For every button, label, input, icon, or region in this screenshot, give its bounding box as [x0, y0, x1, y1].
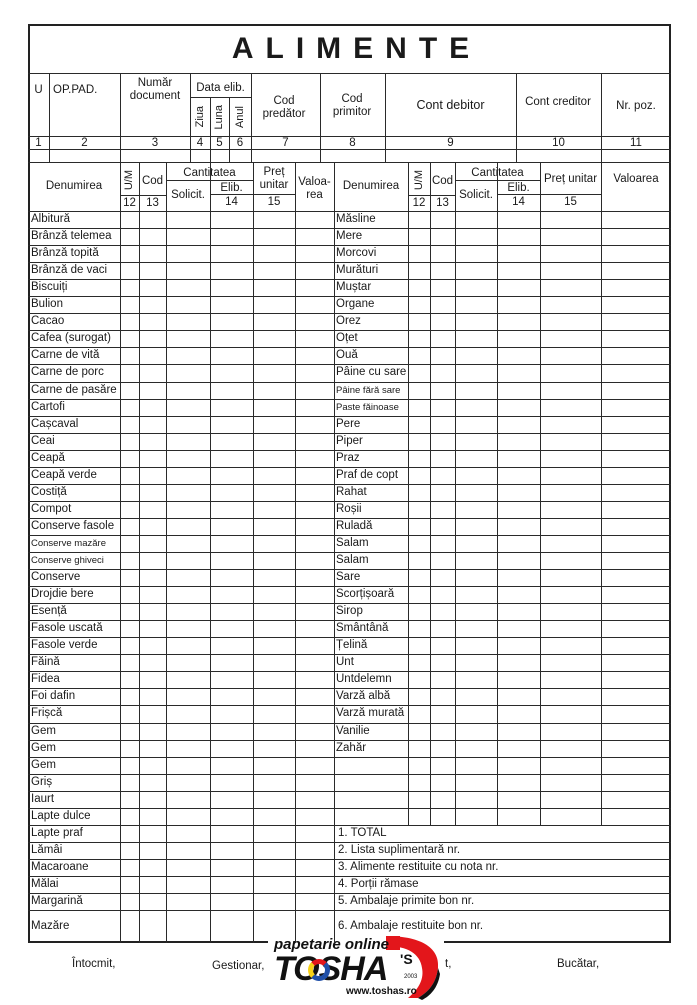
- list-item-left: Gem: [31, 725, 56, 737]
- divider: [601, 73, 602, 162]
- header-nr-poz: Nr. poz.: [616, 99, 656, 112]
- list-item-right: Țelină: [336, 639, 368, 651]
- header-um-left: [120, 164, 139, 196]
- col-number: 9: [447, 137, 454, 149]
- list-item-right: Smântână: [336, 622, 389, 634]
- list-item-right: Oțet: [336, 332, 358, 344]
- divider: [28, 162, 671, 163]
- list-item-right: Scorțișoară: [336, 588, 395, 600]
- list-item-right: Roșii: [336, 503, 362, 515]
- list-item-left: Lapte praf: [31, 827, 83, 839]
- list-item-left: Foi dafin: [31, 690, 76, 702]
- signature-intocmit: Întocmit,: [72, 958, 116, 970]
- col-number: 6: [236, 137, 244, 149]
- list-item-left: Conserve: [31, 571, 81, 583]
- col-number: 2: [81, 137, 88, 149]
- header-data-elib: Data elib.: [196, 81, 245, 94]
- summary-line: 1. TOTAL: [338, 827, 387, 839]
- list-item-left: Gem: [31, 742, 56, 754]
- list-item-left: Iaurt: [31, 793, 55, 805]
- summary-line: 5. Ambalaje primite bon nr.: [338, 895, 475, 907]
- list-item-left: Carne de vită: [31, 349, 100, 361]
- divider: [320, 73, 321, 162]
- col-number: 12: [123, 197, 136, 209]
- header-ziua-text: Ziua: [193, 106, 206, 128]
- col-number: 8: [349, 137, 356, 149]
- list-item-left: Margarină: [31, 895, 83, 907]
- list-item-right: Salam: [336, 554, 369, 566]
- watermark-ring-icon: [308, 959, 330, 981]
- header-um-left-text: U/M: [123, 169, 135, 191]
- col-number: 15: [267, 196, 281, 208]
- col-number: 5: [216, 137, 223, 149]
- header-ziua: [190, 99, 210, 135]
- header-um-right: [408, 164, 430, 196]
- list-item-left: Lămâi: [31, 844, 63, 856]
- list-item-left: Brânză de vaci: [31, 264, 108, 276]
- list-item-right: Ruladă: [336, 520, 373, 532]
- divider: [229, 97, 230, 162]
- col-number: 14: [225, 196, 238, 208]
- header-cantitatea-left: Cantitatea: [183, 166, 236, 179]
- watermark-brand-suffix: 'S: [400, 951, 413, 967]
- list-item-left: Lapte dulce: [31, 810, 91, 822]
- divider: [28, 808, 671, 809]
- toshas-watermark-logo: [268, 934, 444, 1000]
- list-item-left: Fidea: [31, 673, 60, 685]
- list-item-left: Biscuiți: [31, 281, 68, 293]
- header-um-right-text: U/M: [412, 169, 425, 191]
- header-elib-right: Elib.: [507, 181, 530, 194]
- list-item-left: Cașcaval: [31, 418, 79, 430]
- list-item-left: Brânză topită: [31, 247, 99, 259]
- header-solicit-left: Solicit.: [171, 188, 205, 201]
- watermark-url: www.toshas.ro: [346, 986, 417, 997]
- signature-partial: t,: [445, 958, 452, 970]
- list-item-right: Rahat: [336, 486, 367, 498]
- summary-line: 6. Ambalaje restituite bon nr.: [338, 920, 484, 932]
- watermark-tagline: papetarie online: [274, 936, 390, 953]
- list-item-right: Pâine cu sare: [336, 366, 407, 378]
- list-item-left: Bulion: [31, 298, 63, 310]
- signature-bucatar: Bucătar,: [557, 958, 600, 970]
- divider: [455, 180, 540, 181]
- divider: [385, 73, 386, 162]
- col-number: 1: [35, 137, 42, 149]
- col-number: 10: [552, 137, 565, 149]
- header-valoarea-left: Valoa-rea: [298, 176, 331, 201]
- header-cont-creditor: Cont creditor: [525, 95, 591, 108]
- header-cod-left: Cod: [141, 174, 164, 187]
- list-item-right: Organe: [336, 298, 375, 310]
- header-luna: [210, 99, 229, 135]
- list-item-left: Mazăre: [31, 920, 70, 932]
- divider: [190, 97, 251, 98]
- header-denumirea-right: Denumirea: [342, 179, 400, 192]
- list-item-left: Fasole uscată: [31, 622, 103, 634]
- list-item-right: Orez: [336, 315, 361, 327]
- list-item-right: Morcovi: [336, 247, 377, 259]
- header-solicit-right: Solicit.: [459, 188, 493, 201]
- header-luna-text: Luna: [213, 104, 225, 130]
- list-item-left: Costiță: [31, 486, 67, 498]
- header-elib-left: Elib.: [220, 181, 243, 194]
- summary-line: 2. Lista suplimentară nr.: [338, 844, 461, 856]
- watermark-brand: TOSHA: [274, 950, 388, 988]
- list-item-right: Piper: [336, 435, 363, 447]
- list-item-right: Zahăr: [336, 742, 367, 754]
- col-number: 12: [412, 197, 426, 209]
- header-numar-document: Număr document: [129, 77, 181, 102]
- divider: [166, 180, 253, 181]
- col-number: 13: [146, 197, 159, 209]
- form-title: ALIMENTE: [231, 31, 482, 65]
- list-item-left: Albitură: [31, 213, 70, 225]
- col-number: 4: [196, 137, 204, 149]
- divider: [28, 757, 671, 758]
- header-op-pad: OP.PAD.: [53, 83, 98, 96]
- header-u: U: [34, 83, 43, 96]
- list-item-right: Sirop: [336, 605, 363, 617]
- divider: [497, 194, 601, 195]
- divider: [28, 73, 671, 74]
- divider: [49, 73, 50, 162]
- list-item-right: Pâine fără sare: [336, 385, 401, 396]
- header-cont-debitor: Cont debitor: [416, 97, 485, 112]
- watermark-year: 2003: [404, 974, 418, 980]
- list-item-right: Sare: [336, 571, 361, 583]
- list-item-left: Drojdie bere: [31, 588, 94, 600]
- list-item-left: Făină: [31, 656, 60, 668]
- list-item-left: Compot: [31, 503, 72, 515]
- list-item-left: Gem: [31, 759, 56, 771]
- divider: [210, 97, 211, 162]
- list-item-right: Untdelemn: [336, 673, 392, 685]
- list-item-right: Muștar: [336, 281, 372, 293]
- list-item-right: Varză murată: [336, 707, 405, 719]
- list-item-left: Brânză telemea: [31, 230, 112, 242]
- header-cod-predator: Cod predător: [262, 95, 306, 120]
- col-number: 3: [151, 137, 159, 149]
- list-item-left: Cafea (surogat): [31, 332, 111, 344]
- divider: [120, 195, 166, 196]
- list-item-left: Ceapă: [31, 452, 65, 464]
- list-item-right: Ouă: [336, 349, 358, 361]
- header-denumirea-left: Denumirea: [45, 179, 103, 192]
- header-valoarea-right: Valoarea: [613, 172, 659, 185]
- list-item-left: Frișcă: [31, 707, 63, 719]
- list-item-right: Salam: [336, 537, 369, 549]
- header-pret-left: Preț unitar: [259, 166, 289, 191]
- list-item-left: Carne de pasăre: [31, 384, 117, 396]
- list-item-right: Murături: [336, 264, 379, 276]
- header-anul: [229, 99, 251, 135]
- signature-gestionar: Gestionar,: [212, 960, 265, 972]
- list-item-right: Varză albă: [336, 690, 391, 702]
- list-item-left: Fasole verde: [31, 639, 98, 651]
- divider: [28, 791, 671, 792]
- list-item-right: Praz: [336, 452, 360, 464]
- list-item-right: Praf de copt: [336, 469, 399, 481]
- list-item-left: Conserve mazăre: [31, 538, 106, 549]
- list-item-left: Conserve fasole: [31, 520, 115, 532]
- list-item-left: Macaroane: [31, 861, 89, 873]
- divider: [516, 73, 517, 162]
- header-cod-right: Cod: [431, 174, 454, 187]
- list-item-left: Ceapă verde: [31, 469, 97, 481]
- list-item-left: Mălai: [31, 878, 59, 890]
- summary-line: 3. Alimente restituite cu nota nr.: [338, 861, 499, 873]
- list-item-left: Ceai: [31, 435, 55, 447]
- col-number: 7: [282, 137, 289, 149]
- divider: [251, 73, 252, 162]
- list-item-left: Cartofi: [31, 401, 65, 413]
- header-anul-text: Anul: [233, 105, 246, 129]
- col-number: 14: [512, 196, 525, 208]
- list-item-left: Conserve ghiveci: [31, 555, 104, 566]
- divider: [210, 194, 295, 195]
- col-number: 15: [564, 196, 577, 208]
- list-item-right: Pere: [336, 418, 361, 430]
- list-item-left: Carne de porc: [31, 366, 104, 378]
- col-number: 11: [630, 137, 642, 149]
- list-item-right: Vanilie: [336, 725, 370, 737]
- list-item-left: Esență: [31, 605, 67, 617]
- list-item-right: Mere: [336, 230, 363, 242]
- list-item-left: Cacao: [31, 315, 65, 327]
- list-item-left: Griș: [31, 776, 53, 788]
- list-item-right: Unt: [336, 656, 354, 668]
- divider: [190, 73, 191, 162]
- divider: [120, 73, 121, 162]
- header-cantitatea-right: Cantitatea: [471, 166, 524, 179]
- col-number: 13: [436, 197, 449, 209]
- list-item-right: Paste făinoase: [336, 402, 399, 413]
- divider: [408, 195, 455, 196]
- list-item-right: Măsline: [336, 213, 376, 225]
- summary-line: 4. Porții rămase: [338, 878, 419, 890]
- divider: [28, 774, 671, 775]
- header-cod-primitor: Cod primitor: [332, 93, 372, 118]
- header-pret-right: Preț unitar: [543, 172, 598, 185]
